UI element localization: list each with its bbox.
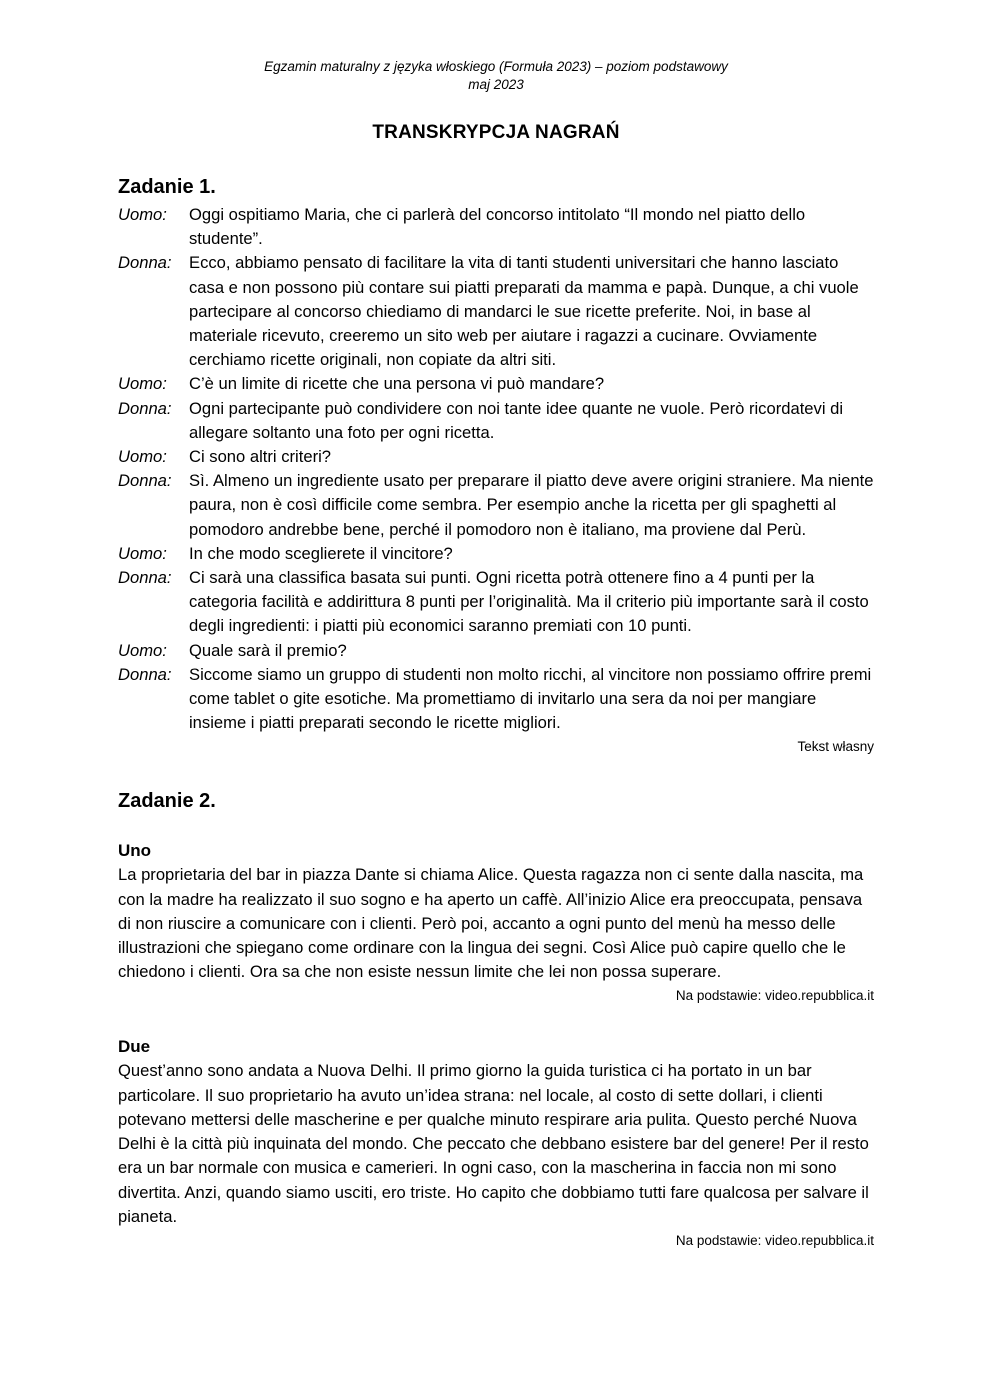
- speaker-label: Uomo:: [118, 543, 167, 563]
- section-title-uno: Uno: [118, 841, 152, 861]
- speaker-label: Uomo:: [118, 640, 167, 660]
- task1-dialogue: [118, 203, 874, 735]
- speaker-label: Donna:: [118, 568, 172, 588]
- document-title: TRANSKRYPCJA NAGRAŃ: [372, 122, 620, 143]
- section-source-uno: Na podstawie: video.repubblica.it: [675, 988, 874, 1004]
- speaker-label: Donna:: [118, 664, 172, 684]
- speaker-label: Uomo:: [118, 205, 167, 224]
- section-source-due: Na podstawie: video.repubblica.it: [675, 1232, 874, 1248]
- dialogue-line: [118, 397, 874, 445]
- task1-source: Tekst własny: [797, 739, 874, 755]
- exam-header-line1: Egzamin maturalny z języka włoskiego (Formuła 2023) – poziom podstawowy: [264, 59, 728, 74]
- speaker-label: Donna:: [118, 398, 172, 418]
- task2-heading: Zadanie 2.: [118, 790, 216, 813]
- dialogue-line: [118, 445, 874, 469]
- task1-heading: Zadanie 1.: [118, 176, 216, 198]
- dialogue-line: [118, 566, 874, 639]
- exam-header-line2: maj 2023: [468, 77, 524, 92]
- dialogue-line: [118, 372, 874, 396]
- speech-text: In che modo sceglierete il vincitore?: [189, 543, 453, 563]
- speech-text: Siccome siamo un gruppo di studenti non molto ricchi, al vincitore non possiamo offrire premi come tablet o gite esotiche. Ma promettiamo di invitarlo una sera da noi per mangiare insieme i piatti preparati secondo le ricette migliori.: [189, 664, 872, 733]
- section-text-uno: La proprietaria del bar in piazza Dante si chiama Alice. Questa ragazza non ci sente dalla nascita, ma con la madre ha realizzato il suo sogno e ha aperto un caffè. All’inizio Alice era preoccupata, pensava di non riuscire a comunicare con i clienti. Però poi, accanto a ogni punto del menù ha messo delle illustrazioni che spiegano come ordinare con la lingua dei segni. Così Alice può capire quello che le chiedono i clienti. Ora sa che non esiste nessun limite che lei non possa superare.: [118, 865, 864, 982]
- speech-text: Oggi ospitiamo Maria, che ci parlerà del concorso intitolato “Il mondo nel piatto dello studente”.: [189, 205, 806, 249]
- dialogue-line: [118, 203, 874, 251]
- section-title-due: Due: [118, 1037, 151, 1057]
- dialogue-line: [118, 251, 874, 372]
- dialogue-line: [118, 639, 874, 663]
- speech-text: Sì. Almeno un ingrediente usato per preparare il piatto deve avere origini straniere. Ma niente paura, non è così difficile come sembra. Per esempio anche la ricetta per gli spaghetti al pomodoro andrebbe bene, perché il pomodoro non è italiano, ma proviene dal Perù.: [189, 471, 874, 539]
- speech-text: Ecco, abbiamo pensato di facilitare la vita di tanti studenti universitari che hanno lasciato casa e non possono più contare sui piatti preparati da mamma e papà. Dunque, a chi vuole partecipare al concorso chiediamo di mandarci le sue ricette preferite. Noi, in base al materiale ricevuto, creeremo un sito web per aiutare i ragazzi a cucinare. Ovviamente cerchiamo ricette originali, non copiate da altri siti.: [189, 253, 859, 370]
- speech-text: Ci sono altri criteri?: [189, 447, 332, 467]
- speech-text: Ogni partecipante può condividere con noi tante idee quante ne vuole. Però ricordatevi di allegare soltanto una foto per ogni ricetta.: [189, 398, 844, 442]
- speaker-label: Uomo:: [118, 447, 167, 467]
- dialogue-line: [118, 542, 874, 566]
- speech-text: Quale sarà il premio?: [189, 640, 347, 660]
- speaker-label: Donna:: [118, 471, 172, 491]
- section-text-due: Quest’anno sono andata a Nuova Delhi. Il primo giorno la guida turistica ci ha portato in un bar particolare. Il suo proprietario ha avuto un’idea strana: nel locale, al costo di sette dollari, i clienti potevano mettersi delle mascherine e per qualche minuto respirare aria pulita. Questo perché Nuova Delhi è la città più inquinata del mondo. Che peccato che debbano esistere bar del genere! Per il resto era un bar normale con musica e camerieri. In ogni caso, con la mascherina in faccia non mi sono divertita. Anzi, quando siamo usciti, ero triste. Ho capito che dobbiamo tutti fare qualcosa per salvare il pianeta.: [118, 1061, 869, 1226]
- speech-text: C’è un limite di ricette che una persona vi può mandare?: [189, 374, 605, 394]
- document-page: [118, 58, 874, 1250]
- dialogue-line: [118, 469, 874, 542]
- dialogue-line: [118, 663, 874, 736]
- speaker-label: Donna:: [118, 253, 172, 273]
- speaker-label: Uomo:: [118, 374, 167, 394]
- speech-text: Ci sarà una classifica basata sui punti. Ogni ricetta potrà ottenere fino a 4 punti per la categoria facilità e addirittura 8 punti per l’originalità. Ma il criterio più importante sarà il costo degli ingredienti: i piatti più economici saranno premiati con 10 punti.: [189, 568, 869, 636]
